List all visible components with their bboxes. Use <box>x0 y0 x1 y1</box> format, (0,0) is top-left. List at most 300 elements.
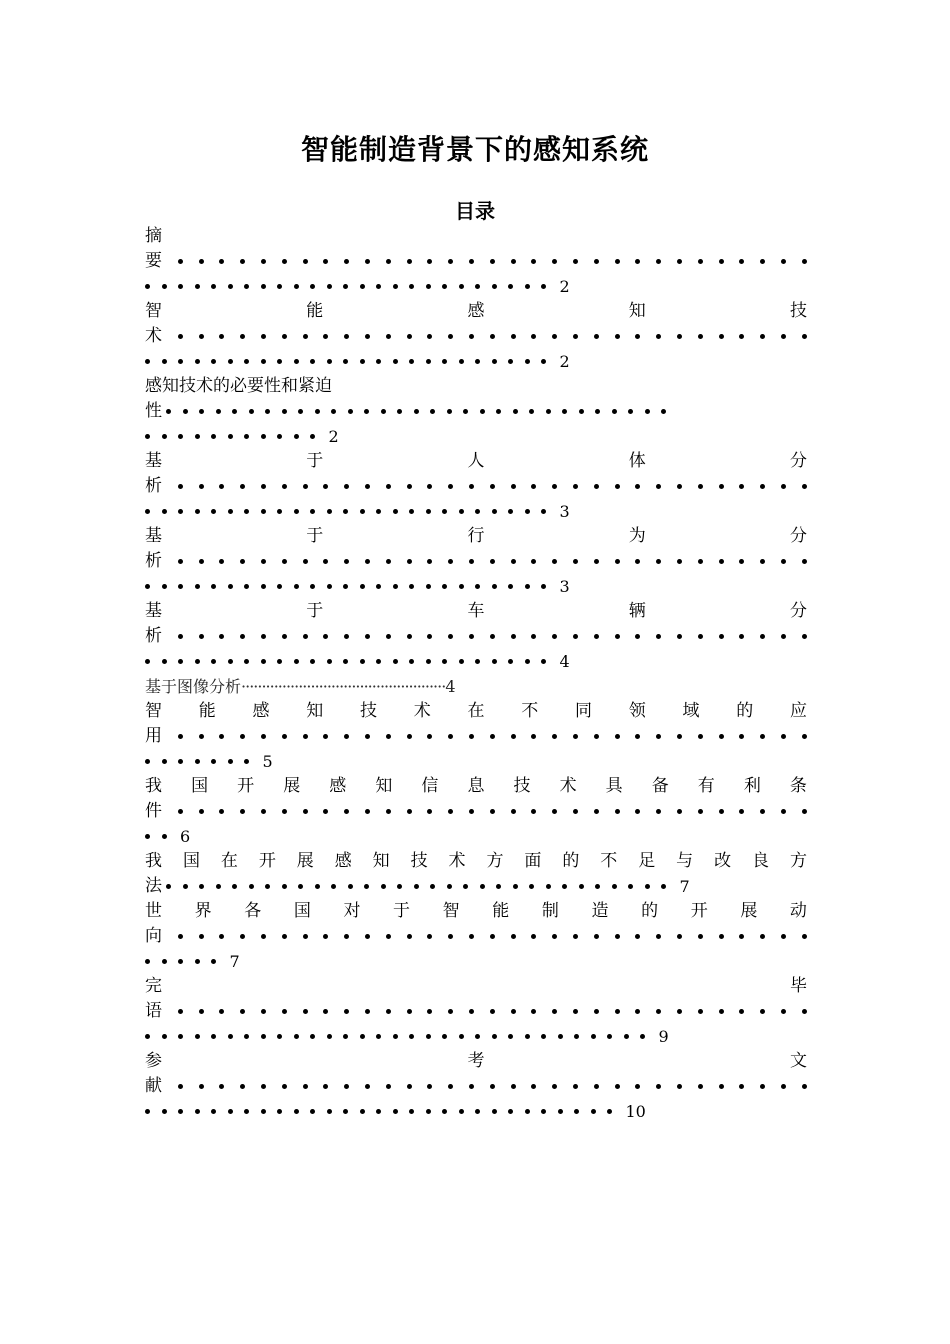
leader-dot <box>282 634 287 639</box>
leader-dot <box>386 334 391 339</box>
leader-dot <box>615 334 620 339</box>
toc-char: 的 <box>562 851 580 871</box>
toc-char: 基 <box>145 451 162 471</box>
dot-leader <box>145 824 807 849</box>
leader-dot <box>760 559 765 564</box>
toc-entry-smart-sensing[interactable] <box>145 299 807 374</box>
leader-dot <box>162 1034 167 1039</box>
leader-dot <box>178 259 183 264</box>
toc-char: 有 <box>697 776 715 796</box>
leader-dot <box>228 359 233 364</box>
leader-dot <box>261 284 266 289</box>
leader-dot <box>386 259 391 264</box>
leader-dot <box>211 434 216 439</box>
leader-dot <box>310 434 315 439</box>
leader-dot <box>719 259 724 264</box>
toc-entry-text: 件 <box>145 801 162 821</box>
dot-leader <box>145 249 807 274</box>
leader-dot <box>407 1084 412 1089</box>
leader-dot <box>315 409 320 414</box>
leader-dot <box>145 434 150 439</box>
leader-dot <box>298 884 303 889</box>
leader-dot <box>802 1009 807 1014</box>
leader-dot <box>294 584 299 589</box>
leader-dot <box>393 1109 398 1114</box>
leader-dot <box>407 334 412 339</box>
dot-leader <box>145 324 807 349</box>
toc-page-number: 7 <box>229 952 240 971</box>
toc-char: 感 <box>467 301 485 321</box>
leader-dot <box>393 584 398 589</box>
toc-char: 基 <box>145 526 162 546</box>
toc-char: 术 <box>448 851 466 871</box>
leader-dot <box>244 434 249 439</box>
leader-dot <box>303 934 308 939</box>
leader-dot <box>448 634 453 639</box>
leader-dot <box>199 559 204 564</box>
leader-dot <box>448 1084 453 1089</box>
toc-char: 足 <box>638 851 656 871</box>
leader-dot <box>492 359 497 364</box>
leader-dot <box>261 634 266 639</box>
toc-entry-vehicle-analysis[interactable] <box>145 599 807 674</box>
toc-char: 领 <box>628 701 646 721</box>
leader-dot <box>656 259 661 264</box>
leader-dot <box>781 934 786 939</box>
toc-entry-references[interactable] <box>145 1049 807 1124</box>
leader-dot <box>480 884 485 889</box>
leader-dot <box>531 484 536 489</box>
toc-char: 辆 <box>628 601 646 621</box>
leader-dot <box>490 734 495 739</box>
leader-dot <box>508 509 513 514</box>
leader-dot <box>407 934 412 939</box>
leader-dot <box>228 509 233 514</box>
leader-dot <box>496 409 501 414</box>
leader-dot <box>426 509 431 514</box>
leader-dot <box>199 734 204 739</box>
dot-leader <box>145 924 807 949</box>
leader-dot <box>490 259 495 264</box>
leader-dot <box>216 884 221 889</box>
toc-char: 我 <box>145 851 162 871</box>
leader-dot <box>310 284 315 289</box>
leader-dot <box>145 1109 150 1114</box>
leader-dot <box>508 659 513 664</box>
toc-page-number: 6 <box>180 827 191 846</box>
toc-char: 开 <box>237 776 255 796</box>
leader-dot <box>323 934 328 939</box>
leader-dot <box>448 1009 453 1014</box>
leader-dot <box>327 359 332 364</box>
leader-dot <box>344 259 349 264</box>
leader-dot <box>719 559 724 564</box>
toc-char: 开 <box>258 851 276 871</box>
leader-dot <box>448 734 453 739</box>
leader-dot <box>802 1084 807 1089</box>
leader-dot <box>558 1034 563 1039</box>
leader-dot <box>364 884 369 889</box>
leader-dot <box>573 559 578 564</box>
leader-dot <box>365 809 370 814</box>
leader-dot <box>261 434 266 439</box>
leader-dot <box>698 734 703 739</box>
leader-dot <box>677 334 682 339</box>
leader-dot <box>365 634 370 639</box>
leader-dot <box>591 1109 596 1114</box>
leader-dot <box>145 584 150 589</box>
leader-dot <box>594 1084 599 1089</box>
leader-dot <box>178 1034 183 1039</box>
leader-dot <box>199 259 204 264</box>
leader-dot <box>199 334 204 339</box>
leader-dot <box>178 759 183 764</box>
leader-dot <box>635 259 640 264</box>
leader-dot <box>261 1109 266 1114</box>
leader-dot <box>219 259 224 264</box>
leader-dot <box>178 734 183 739</box>
leader-dot <box>303 734 308 739</box>
toc-char: 世 <box>145 901 162 921</box>
leader-dot <box>442 584 447 589</box>
leader-dot <box>552 559 557 564</box>
leader-dot <box>426 1034 431 1039</box>
dot-leader <box>145 1074 807 1099</box>
leader-dot <box>240 734 245 739</box>
leader-dot <box>459 659 464 664</box>
toc-char: 同 <box>575 701 592 721</box>
leader-dot <box>511 934 516 939</box>
leader-dot <box>552 334 557 339</box>
leader-dot <box>376 284 381 289</box>
leader-dot <box>178 434 183 439</box>
toc-entry-behavior-analysis[interactable] <box>145 524 807 599</box>
toc-entry-global-trends[interactable] <box>145 899 807 974</box>
leader-dot <box>244 759 249 764</box>
leader-dot <box>508 1109 513 1114</box>
leader-dot <box>195 509 200 514</box>
leader-dot <box>277 659 282 664</box>
leader-dot <box>781 634 786 639</box>
toc-char: 的 <box>641 901 659 921</box>
leader-dot <box>574 1034 579 1039</box>
leader-dot <box>393 284 398 289</box>
leader-dot <box>541 584 546 589</box>
leader-dot <box>475 1034 480 1039</box>
toc-char: 良 <box>752 851 769 871</box>
leader-dot <box>294 659 299 664</box>
leader-dot <box>739 559 744 564</box>
toc-entry-head <box>145 974 807 999</box>
dot-leader <box>145 549 807 574</box>
leader-dot <box>442 1034 447 1039</box>
leader-dot <box>677 1009 682 1014</box>
leader-dot <box>552 734 557 739</box>
leader-dot <box>178 634 183 639</box>
leader-dot <box>381 884 386 889</box>
leader-dot <box>594 809 599 814</box>
toc-char: 能 <box>306 301 324 321</box>
leader-dot <box>282 559 287 564</box>
toc-entry-shortcomings[interactable] <box>145 849 807 899</box>
leader-dot <box>442 1109 447 1114</box>
leader-dot <box>469 559 474 564</box>
leader-dot <box>219 734 224 739</box>
toc-char: 感 <box>252 701 270 721</box>
leader-dot <box>386 484 391 489</box>
leader-dot <box>195 284 200 289</box>
leader-dot <box>427 1084 432 1089</box>
toc-entry-abstract[interactable] <box>145 224 807 299</box>
toc-entry-conclusion[interactable] <box>145 974 807 1049</box>
leader-dot <box>195 959 200 964</box>
leader-dot <box>531 1084 536 1089</box>
leader-dot <box>219 809 224 814</box>
leader-dot <box>211 509 216 514</box>
leader-dot <box>211 659 216 664</box>
leader-dot <box>376 659 381 664</box>
toc-char: 于 <box>306 526 324 546</box>
leader-dot <box>492 1034 497 1039</box>
toc-entry-head <box>145 699 807 724</box>
leader-dot <box>760 934 765 939</box>
leader-dot <box>219 559 224 564</box>
leader-dot <box>426 1109 431 1114</box>
leader-dot <box>162 1109 167 1114</box>
leader-dot <box>344 559 349 564</box>
leader-dot <box>183 884 188 889</box>
leader-dot <box>612 409 617 414</box>
toc-entry-head <box>145 849 807 874</box>
leader-dot <box>240 1009 245 1014</box>
toc-entry-text: 要 <box>145 251 162 271</box>
leader-dot <box>508 584 513 589</box>
toc-entry-human-analysis[interactable] <box>145 449 807 524</box>
leader-dot <box>448 934 453 939</box>
toc-char: 我 <box>145 776 162 796</box>
leader-dot <box>162 959 167 964</box>
leader-dot <box>719 809 724 814</box>
toc-page-number: 2 <box>328 427 339 446</box>
toc-page-number: 4 <box>445 677 456 696</box>
leader-dot <box>579 884 584 889</box>
leader-dot <box>199 409 204 414</box>
leader-dot <box>282 734 287 739</box>
leader-dot <box>475 284 480 289</box>
leader-dot <box>277 284 282 289</box>
leader-dot <box>739 259 744 264</box>
leader-dot <box>409 1034 414 1039</box>
leader-dot <box>698 334 703 339</box>
leader-dot <box>407 734 412 739</box>
leader-dot <box>261 359 266 364</box>
toc-entry-head <box>145 449 807 474</box>
leader-dot <box>294 284 299 289</box>
leader-dot <box>628 409 633 414</box>
leader-dot <box>310 509 315 514</box>
leader-dot <box>615 1084 620 1089</box>
toc-entry-favorable-conditions[interactable] <box>145 774 807 849</box>
toc-entry-head <box>145 599 807 624</box>
leader-dot <box>760 634 765 639</box>
leader-dot <box>573 259 578 264</box>
leader-dot <box>145 284 150 289</box>
leader-dot <box>525 359 530 364</box>
leader-dot <box>303 259 308 264</box>
leader-dot <box>195 759 200 764</box>
leader-dot <box>469 934 474 939</box>
leader-dot <box>552 634 557 639</box>
toc-entry-applications[interactable] <box>145 699 807 774</box>
leader-dot <box>407 809 412 814</box>
leader-dot <box>282 409 287 414</box>
leader-dot <box>496 884 501 889</box>
dot-leader <box>145 649 807 674</box>
leader-dot <box>199 1084 204 1089</box>
leader-dot <box>661 884 666 889</box>
leader-dot <box>739 934 744 939</box>
leader-dot <box>781 259 786 264</box>
leader-dot <box>511 734 516 739</box>
leader-dot <box>195 659 200 664</box>
dot-leader <box>145 624 807 649</box>
leader-dot <box>298 409 303 414</box>
leader-dot <box>327 584 332 589</box>
toc-entry-line <box>145 674 807 699</box>
leader-dot <box>529 884 534 889</box>
toc-char: 国 <box>293 901 311 921</box>
leader-dot <box>573 634 578 639</box>
leader-dot <box>448 334 453 339</box>
leader-dot <box>573 809 578 814</box>
leader-dot <box>244 359 249 364</box>
leader-dot <box>511 809 516 814</box>
leader-dot <box>541 659 546 664</box>
toc-char: 方 <box>486 851 504 871</box>
dot-leader <box>145 349 807 374</box>
leader-dot <box>265 884 270 889</box>
leader-dot <box>261 509 266 514</box>
leader-dot <box>594 334 599 339</box>
leader-dot <box>240 934 245 939</box>
toc-char: 的 <box>736 701 754 721</box>
toc-char: 知 <box>375 776 393 796</box>
leader-dot <box>376 1034 381 1039</box>
leader-dot <box>546 884 551 889</box>
leader-dot <box>677 559 682 564</box>
leader-dot <box>698 1084 703 1089</box>
leader-dot <box>677 259 682 264</box>
leader-dot <box>442 359 447 364</box>
toc-entry-text: 基于图像分析 <box>145 677 242 696</box>
leader-dot <box>282 1084 287 1089</box>
toc-entry-image-analysis[interactable] <box>145 674 807 699</box>
toc-char: 信 <box>421 776 439 796</box>
toc-entry-necessity[interactable] <box>145 374 807 449</box>
toc-entry-text: 感知技术的必要性和紧迫 <box>145 376 332 396</box>
leader-dot <box>760 484 765 489</box>
leader-dot <box>261 734 266 739</box>
leader-dot <box>645 884 650 889</box>
leader-dot <box>781 1084 786 1089</box>
leader-dot <box>719 484 724 489</box>
leader-dot <box>211 359 216 364</box>
dot-leader <box>145 1024 807 1049</box>
leader-dot <box>615 634 620 639</box>
toc-char: 技 <box>513 776 531 796</box>
leader-dot <box>511 1009 516 1014</box>
leader-dot <box>323 559 328 564</box>
toc-entry-text: 析 <box>145 626 162 646</box>
toc-char: 展 <box>296 851 314 871</box>
leader-dot <box>624 1034 629 1039</box>
leader-dot <box>781 559 786 564</box>
toc-entry-head <box>145 299 807 324</box>
leader-dot <box>178 584 183 589</box>
leader-dot <box>393 1034 398 1039</box>
leader-dot <box>635 809 640 814</box>
leader-dot <box>781 484 786 489</box>
leader-dot <box>360 659 365 664</box>
leader-dot <box>573 1084 578 1089</box>
leader-dot <box>802 809 807 814</box>
toc-entry-head <box>145 899 807 924</box>
leader-dot <box>739 734 744 739</box>
leader-dot <box>442 284 447 289</box>
leader-dot <box>232 409 237 414</box>
leader-dot <box>162 759 167 764</box>
toc-char: 车 <box>467 601 485 621</box>
toc-char: 能 <box>492 901 510 921</box>
leader-dot <box>145 959 150 964</box>
leader-dot <box>459 284 464 289</box>
leader-dot <box>635 634 640 639</box>
leader-dot <box>407 559 412 564</box>
leader-dot <box>469 1009 474 1014</box>
leader-dot <box>386 1009 391 1014</box>
leader-dot <box>409 584 414 589</box>
leader-dot <box>661 409 666 414</box>
leader-dot <box>228 759 233 764</box>
leader-dot <box>249 409 254 414</box>
leader-dot <box>331 409 336 414</box>
leader-dot <box>348 409 353 414</box>
leader-dot <box>219 484 224 489</box>
leader-dot <box>447 884 452 889</box>
leader-dot <box>635 1084 640 1089</box>
leader-dot <box>166 409 171 414</box>
leader-dot <box>360 1034 365 1039</box>
toc-char: 制 <box>541 901 559 921</box>
leader-dot <box>802 334 807 339</box>
leader-dot <box>430 884 435 889</box>
leader-dot <box>294 359 299 364</box>
toc-char: 感 <box>329 776 347 796</box>
leader-dot <box>781 809 786 814</box>
leader-dot <box>562 409 567 414</box>
leader-dot <box>414 884 419 889</box>
leader-dot <box>407 259 412 264</box>
leader-dot <box>178 509 183 514</box>
leader-dot <box>310 1109 315 1114</box>
leader-dot <box>219 634 224 639</box>
toc-char: 与 <box>676 851 694 871</box>
leader-dot <box>802 559 807 564</box>
leader-dot <box>760 1084 765 1089</box>
leader-dot <box>386 809 391 814</box>
leader-dot <box>199 484 204 489</box>
leader-dot <box>303 484 308 489</box>
